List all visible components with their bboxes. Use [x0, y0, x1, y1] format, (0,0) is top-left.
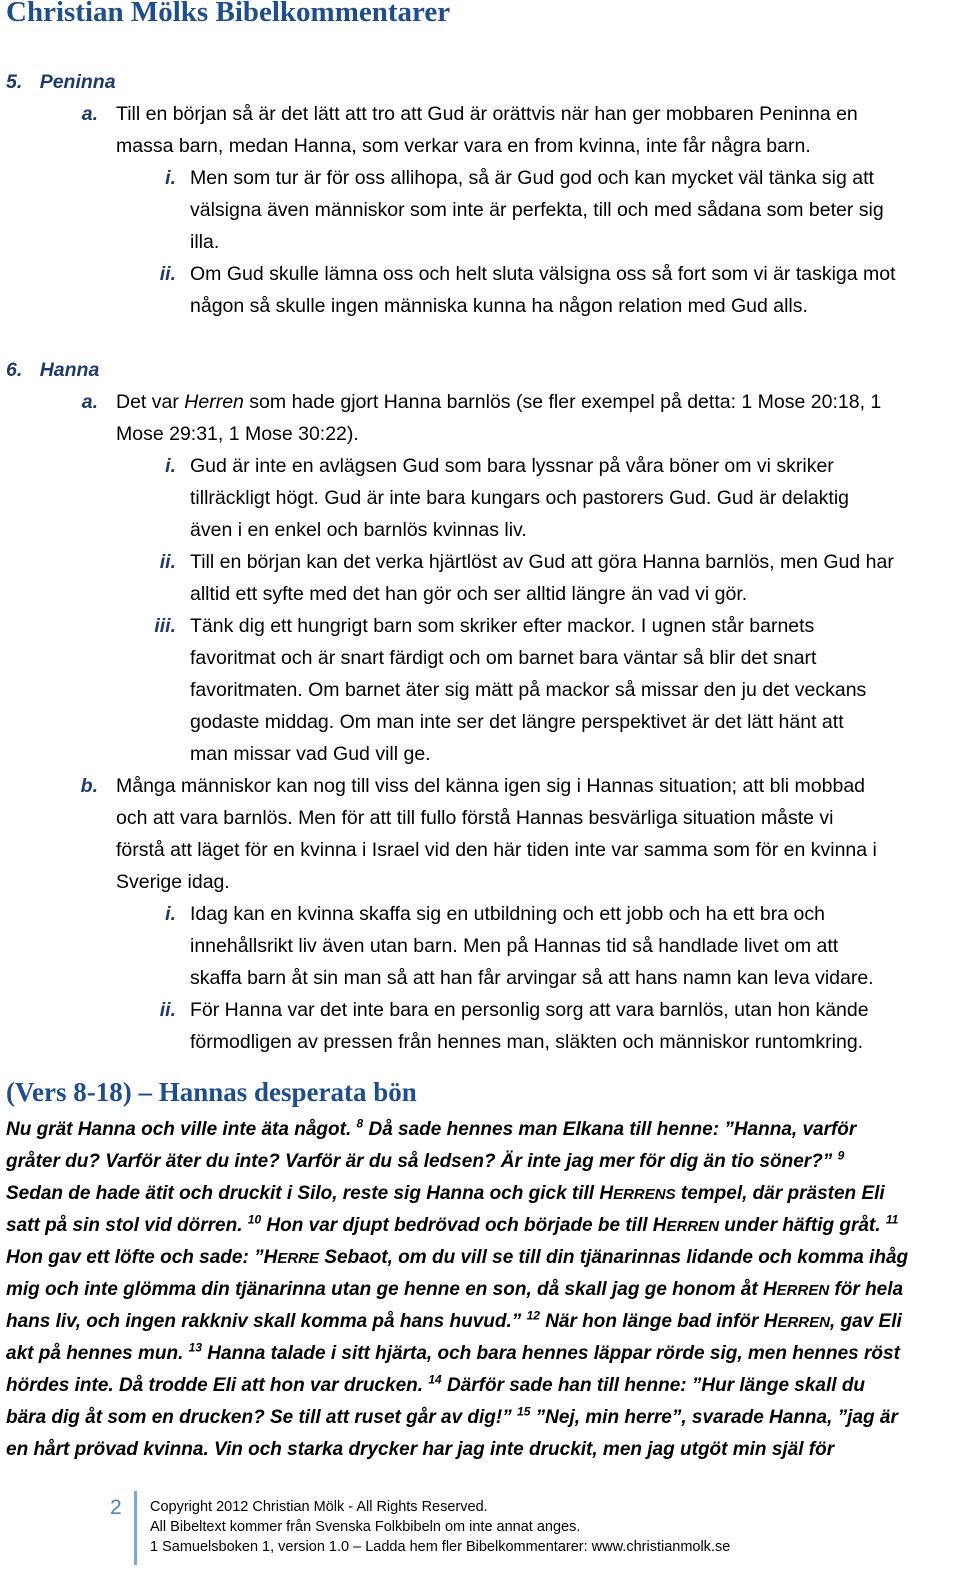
verse-number: 14 — [428, 1372, 442, 1387]
paragraph-line: illa. — [190, 231, 220, 253]
paragraph-line: Sverige idag. — [116, 871, 230, 893]
outline-title: Peninna — [39, 71, 116, 93]
list-marker: a. — [81, 391, 98, 413]
paragraph-line: tillräckligt högt. Gud är inte bara kungars och pastorers Gud. Gud är delaktig — [190, 487, 850, 509]
page-number: 2 — [110, 1496, 122, 1519]
paragraph-line: favoritmaten. Om barnet äter sig mätt på mackor så missar den ju det veckans — [190, 679, 867, 701]
paragraph-line: massa barn, medan Hanna, som verkar vara en from kvinna, inte får några barn. — [116, 135, 811, 157]
paragraph-line: välsigna även människor som inte är perfekta, till och med sådana som beter sig — [190, 199, 884, 221]
scripture-line: mig och inte glömma din tjänarinna utan ge henne en son, då skall jag ge honom åt HERREN för hela — [6, 1279, 904, 1300]
outline-number: 6. — [6, 359, 23, 381]
verse-number: 9 — [837, 1148, 845, 1163]
paragraph-line: förmodligen av pressen från hennes man, släkten och människor runtomkring. — [190, 1031, 864, 1053]
outline-item-6 — [6, 354, 99, 386]
list-marker: ii. — [159, 999, 176, 1021]
paragraph-line: Många människor kan nog till viss del känna igen sig i Hannas situation; att bli mobbad — [116, 775, 866, 797]
paragraph-line: Idag kan en kvinna skaffa sig en utbildning och ett jobb och ha ett bra och — [190, 903, 825, 925]
paragraph-line: skaffa barn åt sin man så att han får arvingar så att hans namn kan leva vidare. — [190, 967, 874, 989]
scripture-line: gråter du? Varför äter du inte? Varför är du så ledsen? Är inte jag mer för dig än tio söner?” $^9$ — [6, 1148, 845, 1172]
list-marker: iii. — [154, 615, 176, 637]
paragraph-line: man missar vad Gud vill ge. — [190, 743, 431, 765]
paragraph-line: alltid ett syfte med det han gör och ser alltid längre än vad vi gör. — [190, 583, 748, 605]
outline-title: Hanna — [39, 359, 100, 381]
verse-number: 8 — [356, 1116, 364, 1131]
verse-number: 15 — [517, 1404, 531, 1419]
paragraph-line: godaste middag. Om man inte ser det längre perspektivet är det lätt hänt att — [190, 711, 844, 733]
paragraph-line: För Hanna var det inte bara en personlig sorg att vara barnlös, utan hon kände — [190, 999, 869, 1021]
paragraph-line: favoritmat och är snart färdigt och om barnet bara väntar så blir det snart — [190, 647, 817, 669]
paragraph-line: förstå att läget för en kvinna i Israel vid den här tiden inte var samma som för en kvinna i — [116, 839, 877, 861]
list-marker: i. — [165, 455, 176, 477]
document-title: Christian Mölks Bibelkommentarer — [6, 0, 451, 28]
scripture-line: Hon gav ett löfte och sade: ”HERRE Sebaot, om du vill se till din tjänarinnas lidande och komma ihåg — [6, 1247, 909, 1268]
scripture-line: akt på hennes mun. $^{13}$ Hanna talade i sitt hjärta, och bara hennes läppar rörde sig, men hennes röst — [6, 1340, 900, 1364]
paragraph-line: Det var Herren som hade gjort Hanna barnlös (se fler exempel på detta: 1 Mose 20:18, 1 — [116, 391, 882, 413]
paragraph-line: innehållsrikt liv även utan barn. Men på Hannas tid så handlade livet om att — [190, 935, 839, 957]
paragraph-line: även i en enkel och barnlös kvinnas liv. — [190, 519, 527, 541]
scripture-line: hans liv, och ingen rakkniv skall komma på hans huvud.” $^{12}$ När hon länge bad inför HERREN, gav Eli — [6, 1308, 902, 1332]
list-marker: ii. — [159, 263, 176, 285]
footer-source: All Bibeltext kommer från Svenska Folkbibeln om inte annat anges. — [150, 1519, 581, 1535]
paragraph-line: Till en början kan det verka hjärtlöst av Gud att göra Hanna barnlös, men Gud har — [190, 551, 894, 573]
outline-item-5 — [6, 66, 116, 98]
paragraph-line: Om Gud skulle lämna oss och helt sluta välsigna oss så fort som vi är taskiga mot — [190, 263, 896, 285]
paragraph-line: någon så skulle ingen människa kunna ha någon relation med Gud alls. — [190, 295, 808, 317]
footer-version: 1 Samuelsboken 1, version 1.0 – Ladda hem fler Bibelkommentarer: www.christianmolk.se — [150, 1539, 731, 1555]
list-marker: ii. — [159, 551, 176, 573]
list-marker: i. — [165, 903, 176, 925]
scripture-line: Nu grät Hanna och ville inte äta något. $^8$ Då sade hennes man Elkana till henne: ”Hanna, varför — [6, 1116, 857, 1140]
verse-number: 11 — [885, 1212, 899, 1227]
paragraph-line: Mose 29:31, 1 Mose 30:22). — [116, 423, 359, 445]
outline-number: 5. — [6, 71, 23, 93]
footer-copyright: Copyright 2012 Christian Mölk - All Rights Reserved. — [150, 1499, 488, 1515]
paragraph-line: Gud är inte en avlägsen Gud som bara lyssnar på våra böner om vi skriker — [190, 455, 834, 477]
list-marker: a. — [81, 103, 98, 125]
scripture-line: Sedan de hade ätit och druckit i Silo, reste sig Hanna och gick till HERRENS tempel, där prästen Eli — [6, 1183, 885, 1204]
emphasis-herren: Herren — [184, 391, 244, 413]
verse-number: 13 — [188, 1340, 203, 1355]
footer-divider — [134, 1491, 137, 1565]
scripture-line: bära dig åt som en drucken? Se till att ruset går av dig!” $^{15}$ ”Nej, min herre”, svarade Hanna, ”jag är — [6, 1404, 898, 1428]
paragraph-line: Men som tur är för oss allihopa, så är Gud god och kan mycket väl tänka sig att — [190, 167, 874, 189]
paragraph-line: och att vara barnlös. Men för att till fullo förstå Hannas besvärliga situation måste vi — [116, 807, 834, 829]
list-marker: b. — [80, 775, 98, 797]
verse-number: 10 — [247, 1212, 262, 1227]
scripture-line: hördes inte. Då trodde Eli att hon var drucken. $^{14}$ Därför sade han till henne: ”Hur länge skall du — [6, 1372, 866, 1396]
scripture-line: satt på sin stol vid dörren. $^{10}$ Hon var djupt bedrövad och började be till HERREN under häftig gråt. $^{11}$ — [6, 1212, 899, 1236]
list-marker: i. — [165, 167, 176, 189]
scripture-line: en hårt prövad kvinna. Vin och starka drycker har jag inte druckit, men jag utgöt min själ för — [6, 1439, 835, 1460]
verse-number: 12 — [526, 1308, 540, 1323]
paragraph-line: Tänk dig ett hungrigt barn som skriker efter mackor. I ugnen står barnets — [190, 615, 815, 637]
paragraph-line: Till en början så är det lätt att tro att Gud är orättvis när han ger mobbaren Peninna en — [116, 103, 858, 125]
section-heading: (Vers 8-18) – Hannas desperata bön — [6, 1077, 417, 1107]
